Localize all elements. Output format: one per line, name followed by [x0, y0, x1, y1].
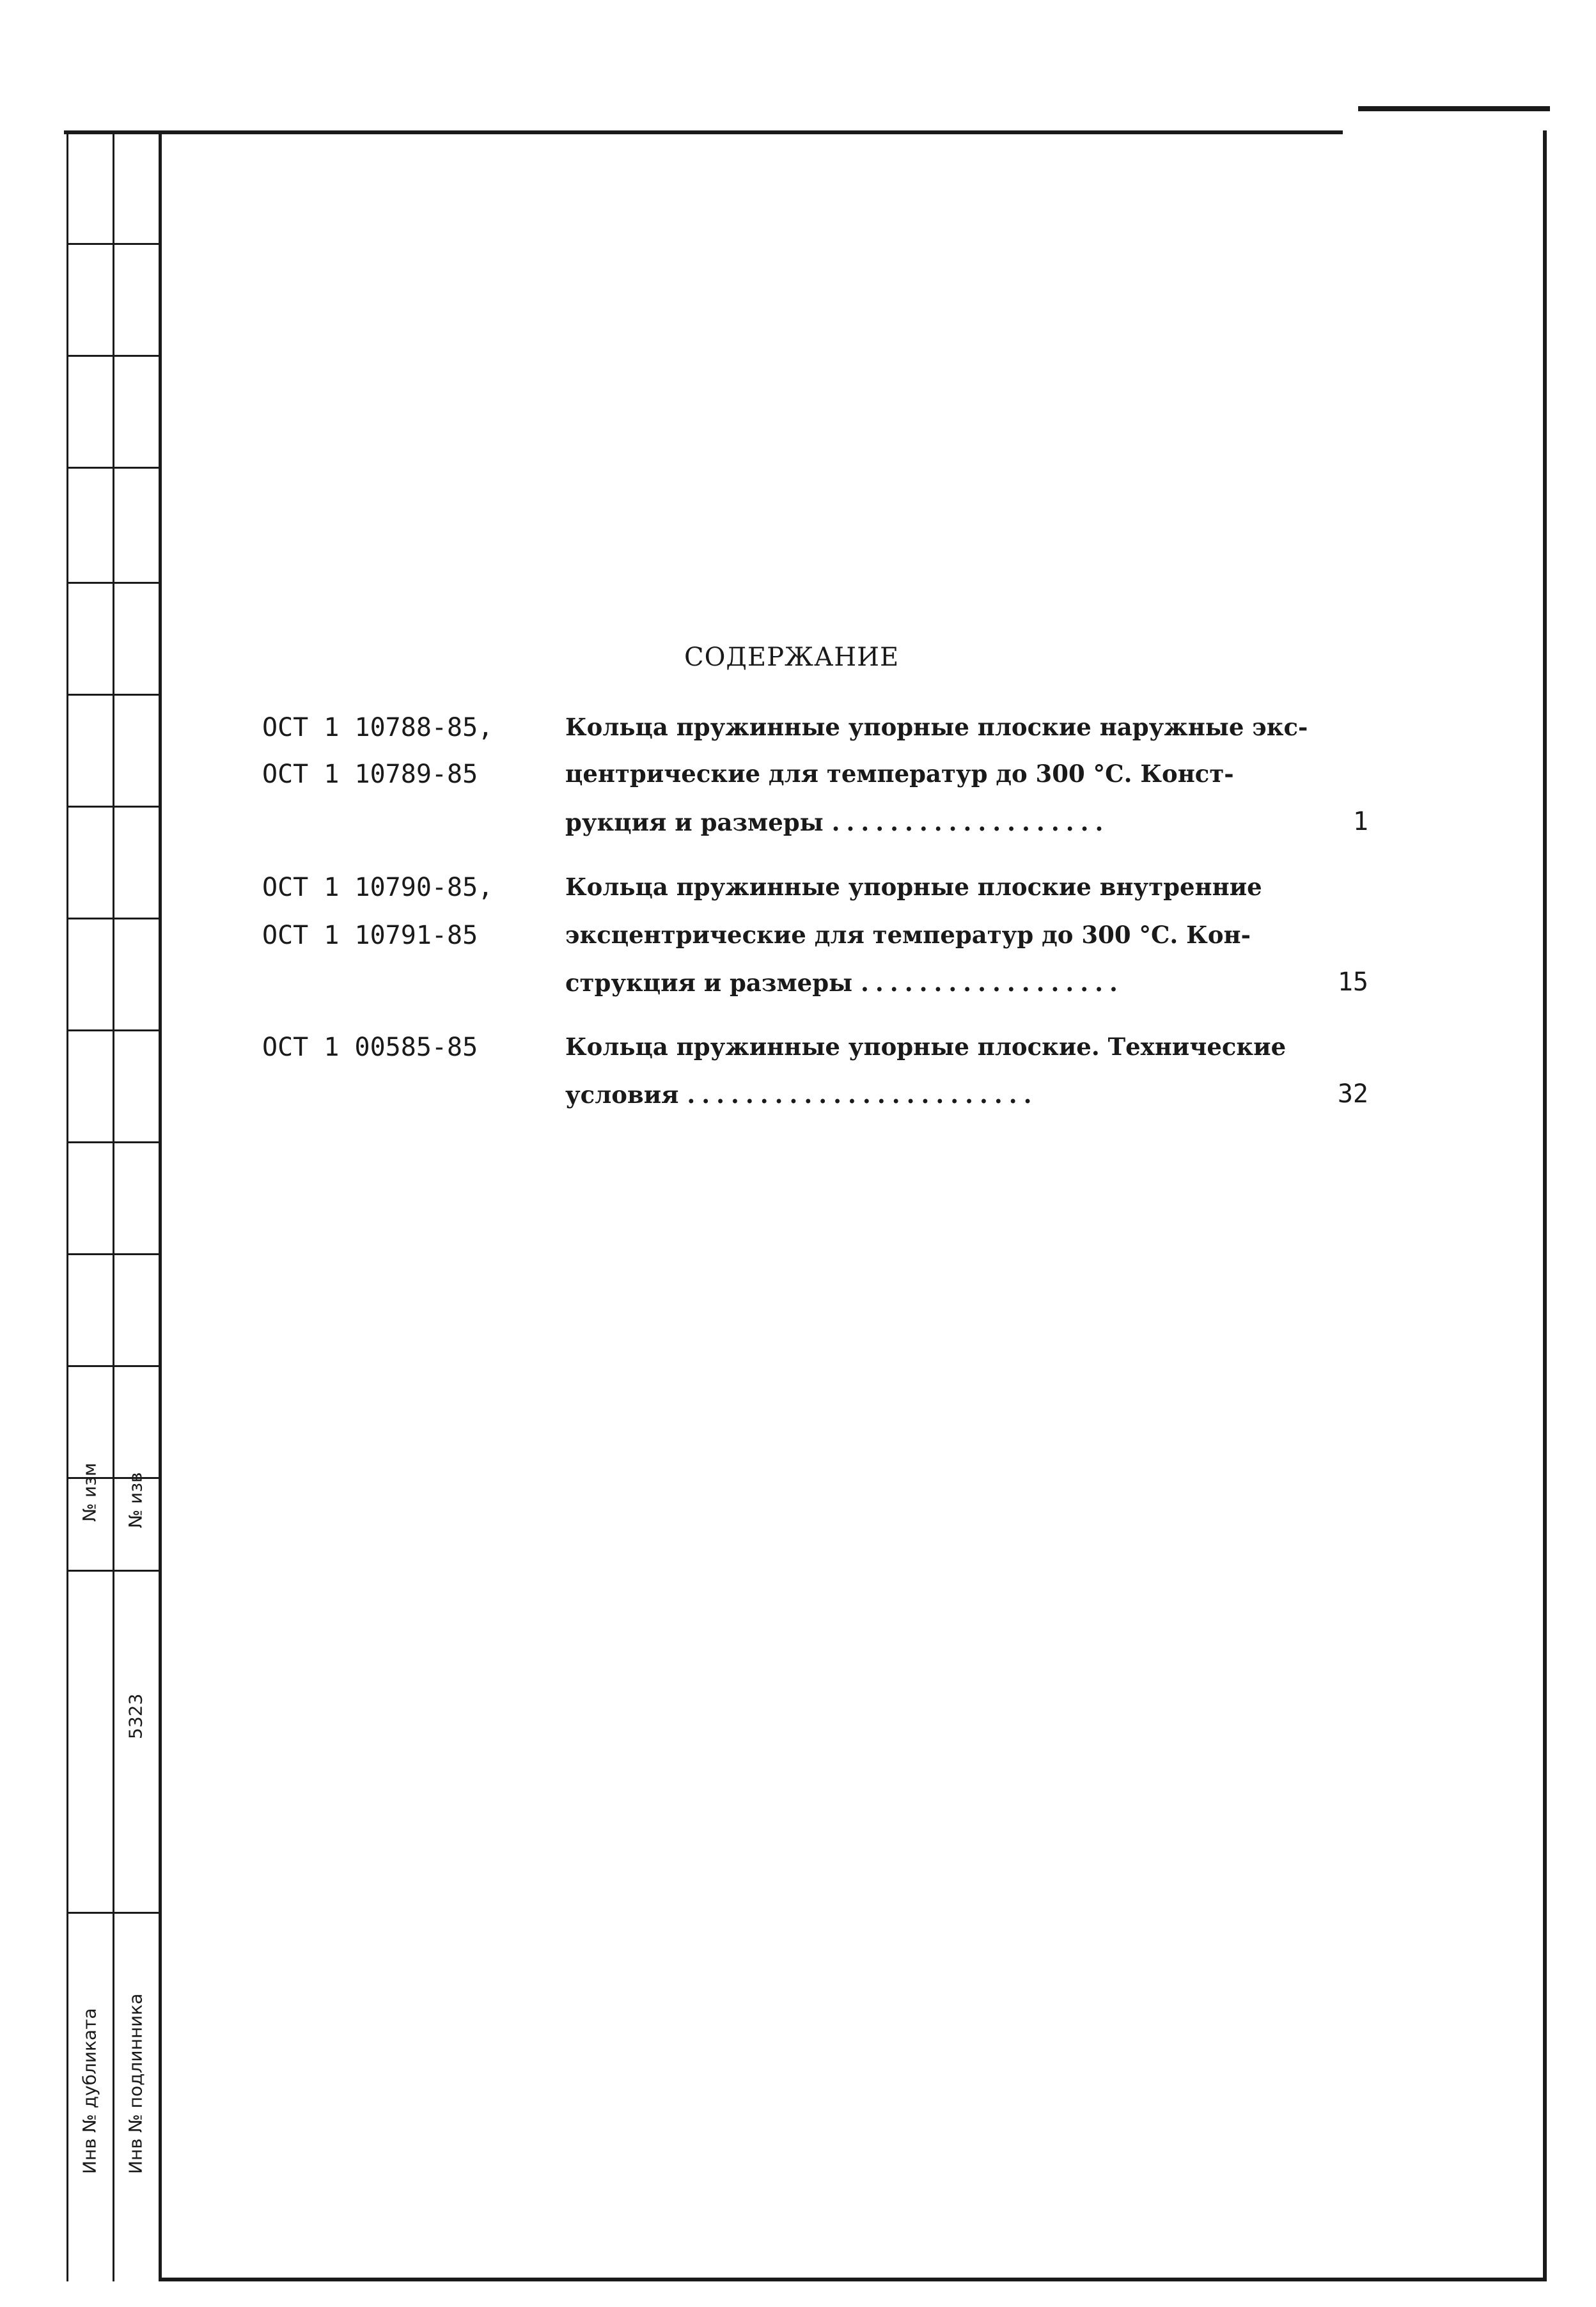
- strip-cell-line: [66, 1570, 159, 1572]
- standard-code: ОСТ 1 00585-85: [262, 1033, 478, 1062]
- strip-cell-line: [66, 243, 159, 245]
- standard-code: ОСТ 1 10788-85,: [262, 713, 494, 742]
- strip-cell-line: [66, 1253, 159, 1255]
- strip-cell-line: [66, 694, 159, 696]
- standard-code: ОСТ 1 10791-85: [262, 921, 478, 950]
- strip-divider: [113, 134, 114, 2281]
- entry-title-line: эксцентрические для температур до 300 °С. Кон-: [565, 921, 1251, 949]
- entry-title-line: Кольца пружинные упорные плоские. Технические: [565, 1033, 1287, 1061]
- strip-cell-line: [66, 918, 159, 919]
- entry-title-line: Кольца пружинные упорные плоские внутренние: [565, 873, 1262, 901]
- leader-dots: ...................: [831, 808, 1110, 836]
- entry-title-line: Кольца пружинные упорные плоские наружные экс-: [565, 713, 1308, 741]
- entry-title-line-last: условия ........................: [565, 1081, 1038, 1109]
- standard-code: ОСТ 1 10790-85,: [262, 873, 494, 902]
- entry-title-line-last: рукция и размеры ...................: [565, 808, 1110, 836]
- strip-cell-line: [66, 582, 159, 584]
- page-frame: [159, 130, 1547, 2281]
- entry-title-line-last: струкция и размеры ..................: [565, 969, 1124, 997]
- frame-top-edge-right: [1358, 106, 1550, 111]
- toc-title: СОДЕРЖАНИЕ: [684, 643, 900, 672]
- leader-dots: ..................: [861, 969, 1124, 997]
- strip-border-left: [66, 134, 68, 2281]
- strip-cell-line: [66, 1912, 159, 1914]
- strip-cell-line: [66, 1365, 159, 1367]
- page-number: 15: [1337, 967, 1368, 997]
- leader-dots: ........................: [687, 1081, 1038, 1109]
- page-number: 1: [1352, 807, 1368, 836]
- standard-code: ОСТ 1 10789-85: [262, 760, 478, 789]
- strip-cell-line: [66, 355, 159, 357]
- entry-title-line: центрические для температур до 300 °С. Конст-: [565, 760, 1234, 788]
- strip-cell-line: [66, 1029, 159, 1031]
- strip-cell-line: [66, 1141, 159, 1143]
- strip-cell-line: [66, 806, 159, 808]
- side-stamp-strip: № изм № изв 5323 Инв № дубликата Инв № подлинника: [66, 134, 159, 2281]
- page-number: 32: [1337, 1079, 1368, 1109]
- strip-cell-line: [66, 467, 159, 469]
